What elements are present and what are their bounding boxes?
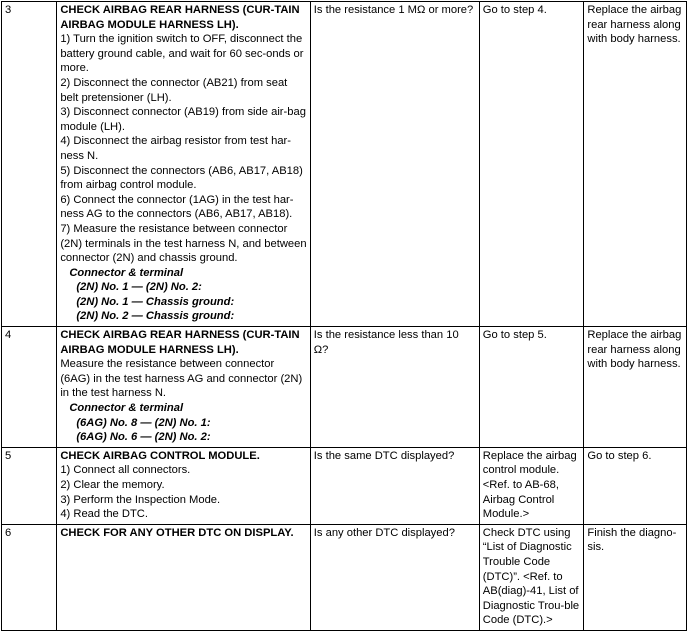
procedure-line: 1) Turn the ignition switch to OFF, disconnect the battery ground cable, and wait for 60 sec-onds or more. (60, 33, 304, 75)
step-number: 5 (2, 447, 57, 524)
step-title: CHECK AIRBAG REAR HARNESS (CUR-TAIN AIRBAG MODULE HARNESS LH). (60, 4, 300, 31)
connector-item: (2N) No. 1 — Chassis ground: (76, 295, 235, 308)
table-row (2, 524, 687, 630)
step-title: CHECK AIRBAG CONTROL MODULE. (60, 449, 260, 462)
procedure-cell (57, 447, 310, 524)
yes-cell: Go to step 5. (479, 327, 584, 448)
procedure-line: 7) Measure the resistance between connector (2N) terminals in the test harness N, and between connector (2N) and chassis ground. (60, 222, 307, 265)
procedure-line: 4) Disconnect the airbag resistor from test har-ness N. (60, 135, 291, 162)
procedure-line: 5) Disconnect the connectors (AB6, AB17, AB18) from airbag control module. (60, 164, 303, 192)
yes-cell: Check DTC using “List of Diagnostic Trouble Code (DTC)”. <Ref. to AB(diag)-41, List of Diagnostic Trou-ble Code (DTC).> (479, 524, 584, 630)
connector-heading: Connector & terminal (69, 266, 184, 279)
no-cell: Finish the diagno-sis. (584, 524, 687, 630)
yes-cell: Go to step 4. (479, 2, 584, 327)
procedure-line: 2) Disconnect the connector (AB21) from seat belt pretensioner (LH). (60, 76, 288, 104)
procedure-cell (57, 2, 310, 327)
no-cell: Replace the airbag rear harness along with body harness. (584, 2, 687, 327)
no-cell: Go to step 6. (584, 447, 687, 524)
procedure-line: 3) Disconnect connector (AB19) from side air-bag module (LH). (60, 106, 306, 133)
connector-item: (6AG) No. 6 — (2N) No. 2: (76, 431, 211, 444)
procedure-cell (57, 327, 310, 448)
step-number: 6 (2, 524, 57, 630)
table-row (2, 327, 687, 448)
step-title: CHECK FOR ANY OTHER DTC ON DISPLAY. (60, 526, 294, 539)
connector-item: (2N) No. 1 — (2N) No. 2: (76, 281, 202, 294)
table-row (2, 447, 687, 524)
check-cell: Is the resistance 1 MΩ or more? (310, 2, 479, 327)
procedure-line: 6) Connect the connector (1AG) in the test har-ness AG to the connectors (AB6, AB17, AB18). (60, 193, 294, 221)
step-number: 4 (2, 327, 57, 448)
procedure-line: Measure the resistance between connector (6AG) in the test harness AG and connector (2N) in the test harness N. (60, 358, 303, 400)
connector-item: (2N) No. 2 — Chassis ground: (76, 310, 235, 323)
procedure-line: 1) Connect all connectors. (60, 464, 191, 477)
procedure-cell (57, 524, 310, 630)
procedure-line: 3) Perform the Inspection Mode. (60, 493, 221, 506)
yes-cell: Replace the airbag control module. <Ref. to AB-68, Airbag Control Module.> (479, 447, 584, 524)
procedure-line: 2) Clear the memory. (60, 479, 165, 491)
diagnostic-procedure-table (1, 1, 687, 631)
step-number: 3 (2, 2, 57, 327)
step-title: CHECK AIRBAG REAR HARNESS (CUR-TAIN AIRBAG MODULE HARNESS LH). (60, 329, 300, 356)
table-row (2, 2, 687, 327)
procedure-line: 4) Read the DTC. (60, 508, 148, 521)
check-cell: Is the same DTC displayed? (310, 447, 479, 524)
check-cell: Is the resistance less than 10 Ω? (310, 327, 479, 448)
connector-item: (6AG) No. 8 — (2N) No. 1: (76, 416, 211, 429)
check-cell: Is any other DTC displayed? (310, 524, 479, 630)
connector-heading: Connector & terminal (69, 402, 184, 415)
no-cell: Replace the airbag rear harness along with body harness. (584, 327, 687, 448)
